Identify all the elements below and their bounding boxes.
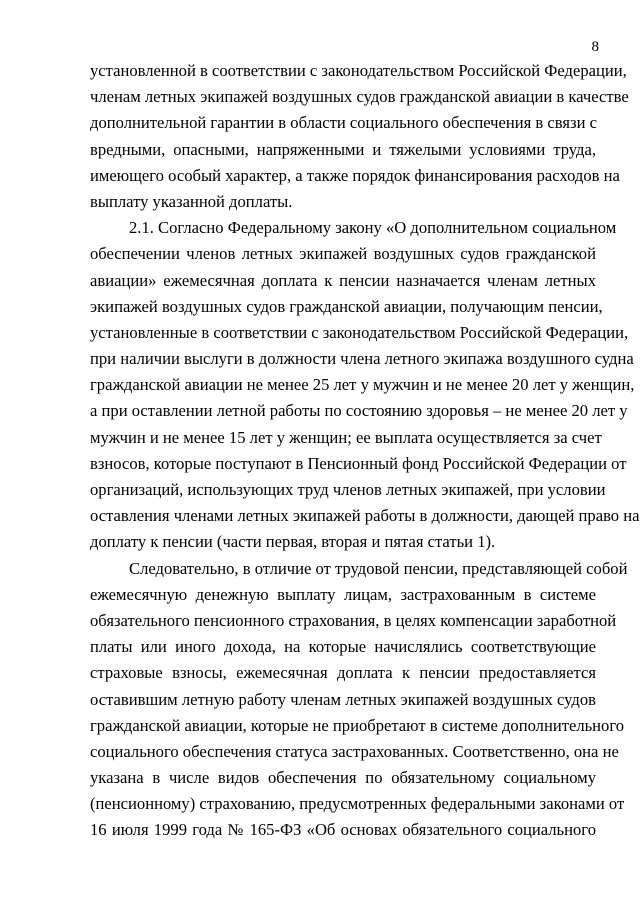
text-line: организаций, использующих труд членов летных экипажей, при условии — [90, 480, 606, 499]
text-line: социального обеспечения статуса застрахованных. Соответственно, она не — [90, 741, 619, 761]
paragraph — [90, 58, 629, 215]
text-line: гражданской авиации не менее 25 лет у мужчин и не менее 20 лет у женщин, — [90, 375, 635, 395]
text-line: обеспечении членов летных экипажей воздушных судов гражданской — [90, 244, 596, 264]
text-line: взносов, которые поступают в Пенсионный фонд Российской Федерации от — [90, 453, 627, 473]
text-line: указана в числе видов обеспечения по обязательному социальному — [90, 768, 596, 788]
text-line: 2.1. Согласно Федеральному закону «О дополнительном социальном — [129, 218, 617, 238]
text-line: оставившим летную работу членам летных экипажей воздушных судов — [90, 689, 596, 709]
text-line: доплату к пенсии (части первая, вторая и пятая статьи 1). — [90, 532, 496, 552]
text-line: обязательного пенсионного страхования, в целях компенсации заработной — [90, 610, 617, 630]
paragraph — [90, 556, 628, 844]
page-number: 8 — [591, 39, 599, 55]
text-line: имеющего особый характер, а также порядок финансирования расходов на — [90, 165, 620, 185]
text-line: страховые взносы, ежемесячная доплата к пенсии предоставляется — [90, 663, 596, 683]
text-line: мужчин и не менее 15 лет у женщин; ее выплата осуществляется за счет — [90, 427, 602, 447]
text-line: (пенсионному) страхованию, предусмотренных федеральными законами от — [90, 794, 625, 814]
text-line: установленной в соответствии с законодательством Российской Федерации, — [90, 61, 627, 80]
text-line: дополнительной гарантии в области социального обеспечения в связи с — [90, 113, 597, 133]
text-line: а при оставлении летной работы по состоянию здоровья – не менее 20 лет у — [90, 401, 628, 421]
text-line: Следовательно, в отличие от трудовой пенсии, представляющей собой — [129, 558, 628, 578]
text-line: платы или иного дохода, на которые начислялись соответствующие — [90, 637, 596, 657]
text-line: установленные в соответствии с законодательством Российской Федерации, — [90, 322, 629, 342]
text-line: гражданской авиации, которые не приобретают в системе дополнительного — [90, 715, 625, 735]
text-line: экипажей воздушных судов гражданской авиации, получающим пенсии, — [90, 296, 603, 316]
text-line: выплату указанной доплаты. — [90, 191, 293, 211]
text-line: 16 июля 1999 года № 165-ФЗ «Об основах обязательного социального — [90, 820, 596, 840]
text-line: оставления членами летных экипажей работы в должности, дающей право на — [90, 506, 640, 526]
text-line: ежемесячную денежную выплату лицам, застрахованным в системе — [90, 584, 596, 604]
paragraph — [90, 215, 640, 555]
text-line: членам летных экипажей воздушных судов гражданской авиации в качестве — [90, 87, 629, 107]
document-body — [90, 58, 640, 844]
text-line: вредными, опасными, напряженными и тяжелыми условиями труда, — [90, 139, 596, 159]
text-line: авиации» ежемесячная доплата к пенсии назначается членам летных — [90, 270, 596, 290]
text-line: при наличии выслуги в должности члена летного экипажа воздушного судна — [90, 349, 634, 369]
